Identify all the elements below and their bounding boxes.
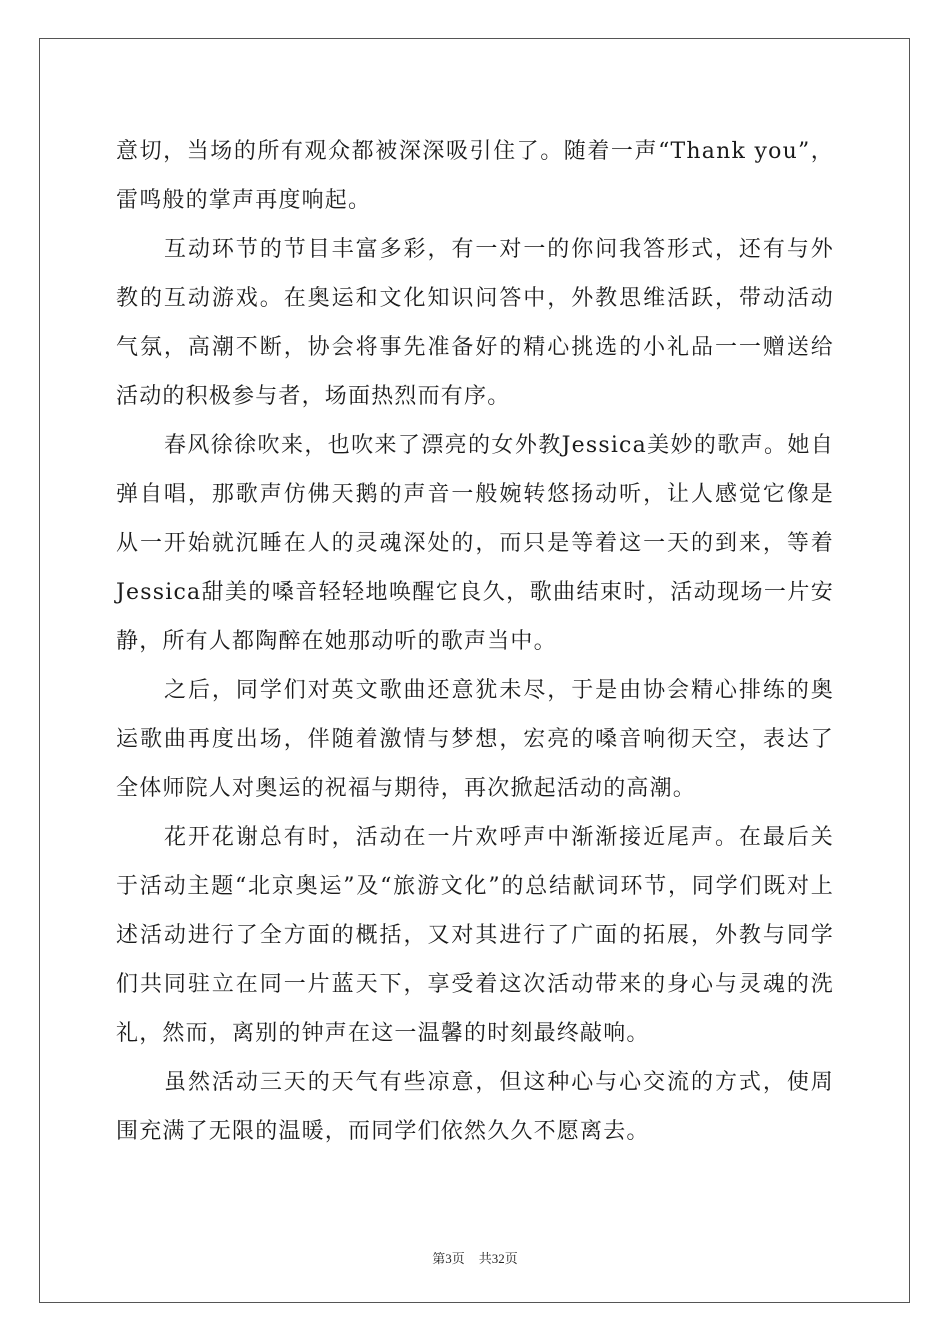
page-total: 共32页	[478, 1251, 518, 1266]
page-number: 第3页	[432, 1251, 465, 1266]
paragraph: 花开花谢总有时，活动在一片欢呼声中渐渐接近尾声。在最后关于活动主题“北京奥运”及“旅游文化”的总结献词环节，同学们既对上述活动进行了全方面的概括，又对其进行了广面的拓展，外教与同学们共同驻立在同一片蓝天下，享受着这次活动带来的身心与灵魂的洗礼，然而，离别的钟声在这一温馨的时刻最终敲响。	[116, 825, 834, 1046]
document-body	[116, 127, 834, 1156]
paragraph-continued: 意切，当场的所有观众都被深深吸引住了。随着一声“Thank you”，雷鸣般的掌声再度响起。	[116, 139, 834, 213]
paragraph: 互动环节的节目丰富多彩，有一对一的你问我答形式，还有与外教的互动游戏。在奥运和文化知识问答中，外教思维活跃，带动活动气氛，高潮不断，协会将事先准备好的精心挑选的小礼品一一赠送给活动的积极参与者，场面热烈而有序。	[116, 237, 834, 409]
paragraph: 之后，同学们对英文歌曲还意犹未尽，于是由协会精心排练的奥运歌曲再度出场，伴随着激情与梦想，宏亮的嗓音响彻天空，表达了全体师院人对奥运的祝福与期待，再次掀起活动的高潮。	[116, 678, 834, 801]
paragraph: 虽然活动三天的天气有些凉意，但这种心与心交流的方式，使周围充满了无限的温暖，而同学们依然久久不愿离去。	[116, 1070, 834, 1144]
paragraph: 春风徐徐吹来，也吹来了漂亮的女外教Jessica美妙的歌声。她自弹自唱，那歌声仿佛天鹅的声音一般婉转悠扬动听，让人感觉它像是从一开始就沉睡在人的灵魂深处的，而只是等着这一天的到来，等着Jessica甜美的嗓音轻轻地唤醒它良久，歌曲结束时，活动现场一片安静，所有人都陶醉在她那动听的歌声当中。	[116, 433, 834, 654]
page-footer	[0, 1248, 950, 1267]
